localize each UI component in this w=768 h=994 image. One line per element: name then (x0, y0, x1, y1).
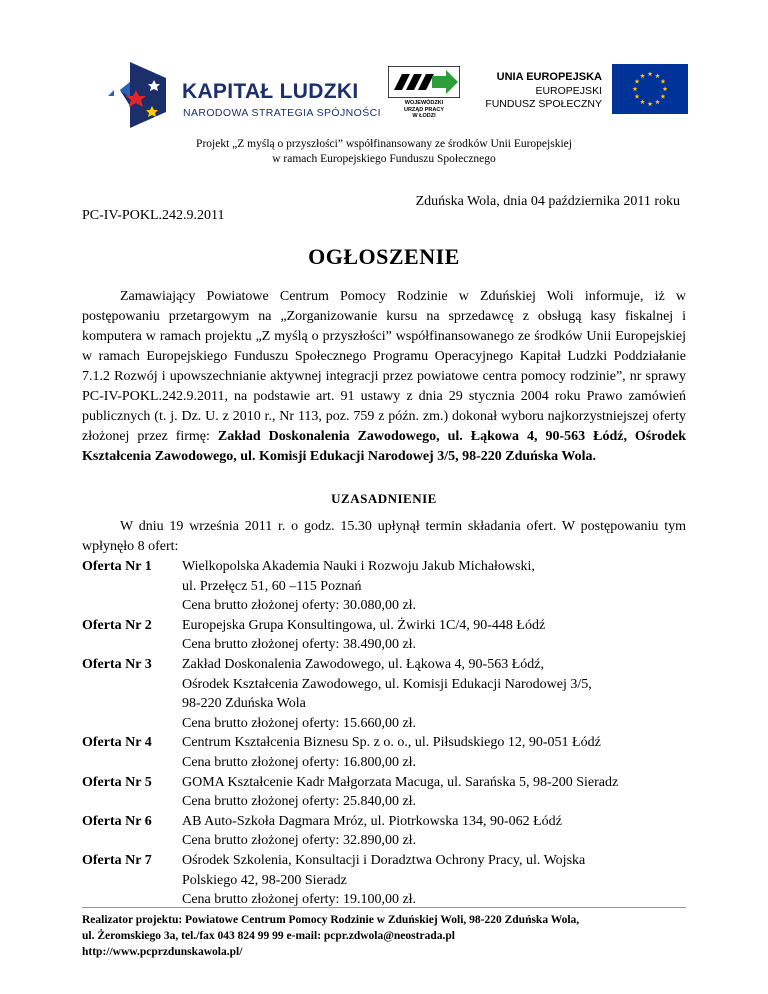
offer-detail-line: Ośrodek Kształcenia Zawodowego, ul. Komisji Edukacji Narodowej 3/5, (182, 676, 592, 692)
offer-detail-line: Polskiego 42, 98-200 Sieradz (182, 872, 347, 888)
justification-intro-text: W dniu 19 września 2011 r. o godz. 15.30 upłynął termin składania ofert. W postępowaniu tym wpłynęło 8 ofert: (82, 519, 686, 554)
offer-detail-line: 98-220 Zduńska Wola (182, 696, 306, 712)
offer-label: Oferta Nr 4 (82, 735, 152, 751)
announcement-text: Zamawiający Powiatowe Centrum Pomocy Rodzinie w Zduńskiej Woli informuje, iż w postępowaniu przetargowym na „Zorganizowanie kursu na sprzedawcę z obsługą kasy fiskalnej i komputera w ramach projektu „Z myślą o przyszłości” współfinansowanego ze środków Unii Europejskiej w ramach Europejskiego Funduszu Społecznego Programu Operacyjnego Kapitał Ludzki Poddziałanie 7.1.2 Rozwój i upowszechnianie aktywnej integracji przez powiatowe centra pomocy rodzinie”, nr sprawy PC-IV-POKL.242.9.2011, na podstawie art. 91 ustawy z dnia 29 stycznia 2004 roku Prawo zamówień publicznych (t. j. Dz. U. z 2010 r., Nr 113, poz. 759 z późn. zm.) dokonał wyboru najkorzystniejszej oferty złożonej przez firmę: (82, 289, 686, 444)
offer-detail-line: Ośrodek Szkolenia, Konsultacji i Doradztwa Ochrony Pracy, ul. Wojska (182, 852, 586, 868)
kapital-ludzki-title: KAPITAŁ LUDZKI (182, 80, 359, 103)
footer-website-link[interactable]: http://www.pcprzdunskawola.pl/ (82, 946, 243, 958)
kapital-ludzki-logo (108, 60, 381, 130)
offer-item (82, 655, 702, 733)
kapital-ludzki-emblem-icon (108, 60, 178, 130)
offer-detail-line: GOMA Kształcenie Kadr Małgorzata Macuga, ul. Sarańska 5, 98-200 Sieradz (182, 774, 619, 790)
offer-detail-line: Europejska Grupa Konsultingowa, ul. Żwirki 1C/4, 90-448 Łódź (182, 617, 546, 633)
reference-number: PC-IV-POKL.242.9.2011 (82, 208, 225, 223)
offer-detail-line: Cena brutto złożonej oferty: 19.100,00 zł. (182, 892, 417, 908)
project-info-line-2: w ramach Europejskiego Funduszu Społecznego (272, 153, 496, 165)
footer-line-1: Realizator projektu: Powiatowe Centrum Pomocy Rodzinie w Zduńskiej Woli, 98-220 Zduńska Wola, (82, 914, 580, 926)
offer-details (182, 616, 702, 655)
date-line: Zduńska Wola, dnia 04 października 2011 roku (415, 194, 680, 209)
offer-detail-line: AB Auto-Szkoła Dagmara Mróz, ul. Piotrkowska 134, 90-062 Łódź (182, 813, 562, 829)
offer-label: Oferta Nr 3 (82, 656, 152, 672)
offer-item (82, 773, 702, 812)
kapital-ludzki-subtitle: NARODOWA STRATEGIA SPÓJNOŚCI (183, 107, 381, 119)
offer-details (182, 773, 702, 812)
project-info-line-1: Projekt „Z myślą o przyszłości” współfinansowany ze środków Unii Europejskiej (196, 138, 572, 150)
wup-line-2: URZĄD PRACY (403, 106, 445, 113)
footer-divider (82, 907, 686, 908)
wup-line-3: W ŁODZI (412, 113, 436, 119)
offer-detail-line: Zakład Doskonalenia Zawodowego, ul. Łąkowa 4, 90-563 Łódź, (182, 656, 544, 672)
offer-label: Oferta Nr 5 (82, 774, 152, 790)
eu-logo-line-2: EUROPEJSKI (535, 85, 602, 97)
offer-label: Oferta Nr 7 (82, 852, 152, 868)
offer-item (82, 616, 702, 655)
offer-detail-line: Cena brutto złożonej oferty: 38.490,00 zł. (182, 637, 417, 653)
offer-details (182, 557, 702, 616)
offer-detail-line: Centrum Kształcenia Biznesu Sp. z o. o., ul. Piłsudskiego 12, 90-051 Łódź (182, 735, 601, 751)
offer-label: Oferta Nr 2 (82, 617, 152, 633)
offer-details (182, 733, 702, 772)
eu-logo-line-1: UNIA EUROPEJSKA (496, 71, 602, 83)
offer-label: Oferta Nr 6 (82, 813, 152, 829)
offers-list (82, 557, 702, 910)
eu-logo-line-3: FUNDUSZ SPOŁECZNY (485, 98, 602, 110)
offer-detail-line: Cena brutto złożonej oferty: 16.800,00 zł. (182, 754, 417, 770)
eu-flag-icon (612, 64, 688, 114)
selected-contractor: Zakład Doskonalenia Zawodowego, ul. Łąkowa 4, 90-563 Łódź, Ośrodek Kształcenia Zawodowego, ul. Komisji Edukacji Narodowej 3/5, 98-220 Zduńska Wola. (82, 429, 687, 464)
offer-label: Oferta Nr 1 (82, 559, 152, 574)
offer-detail-line: Cena brutto złożonej oferty: 32.890,00 zł. (182, 833, 417, 849)
justification-heading: UZASADNIENIE (331, 491, 437, 506)
offer-detail-line: Cena brutto złożonej oferty: 25.840,00 zł. (182, 794, 417, 810)
offer-detail-line: Wielkopolska Akademia Nauki i Rozwoju Jakub Michałowski, (182, 559, 535, 574)
offer-item (82, 557, 702, 616)
offer-details (182, 851, 702, 910)
justification-intro (82, 517, 686, 557)
offer-item (82, 812, 702, 851)
project-info (100, 137, 668, 167)
wup-arrows-icon (388, 66, 460, 98)
wup-line-1: WOJEWÓDZKI (404, 100, 444, 106)
offer-detail-line: Cena brutto złożonej oferty: 15.660,00 zł. (182, 715, 417, 731)
offer-details (182, 655, 702, 733)
offer-item (82, 733, 702, 772)
offer-details (182, 812, 702, 851)
offer-detail-line: Cena brutto złożonej oferty: 30.080,00 zł. (182, 598, 417, 614)
announcement-paragraph (82, 287, 686, 467)
footer-line-2: ul. Żeromskiego 3a, tel./fax 043 824 99 99 e-mail: pcpr.zdwola@neostrada.pl (82, 930, 455, 942)
footer (82, 912, 702, 960)
offer-item (82, 851, 702, 910)
wup-text (388, 100, 460, 120)
offer-detail-line: ul. Przełęcz 51, 60 –115 Poznań (182, 578, 362, 594)
wup-logo (388, 66, 460, 122)
page-title: OGŁOSZENIE (308, 244, 460, 269)
